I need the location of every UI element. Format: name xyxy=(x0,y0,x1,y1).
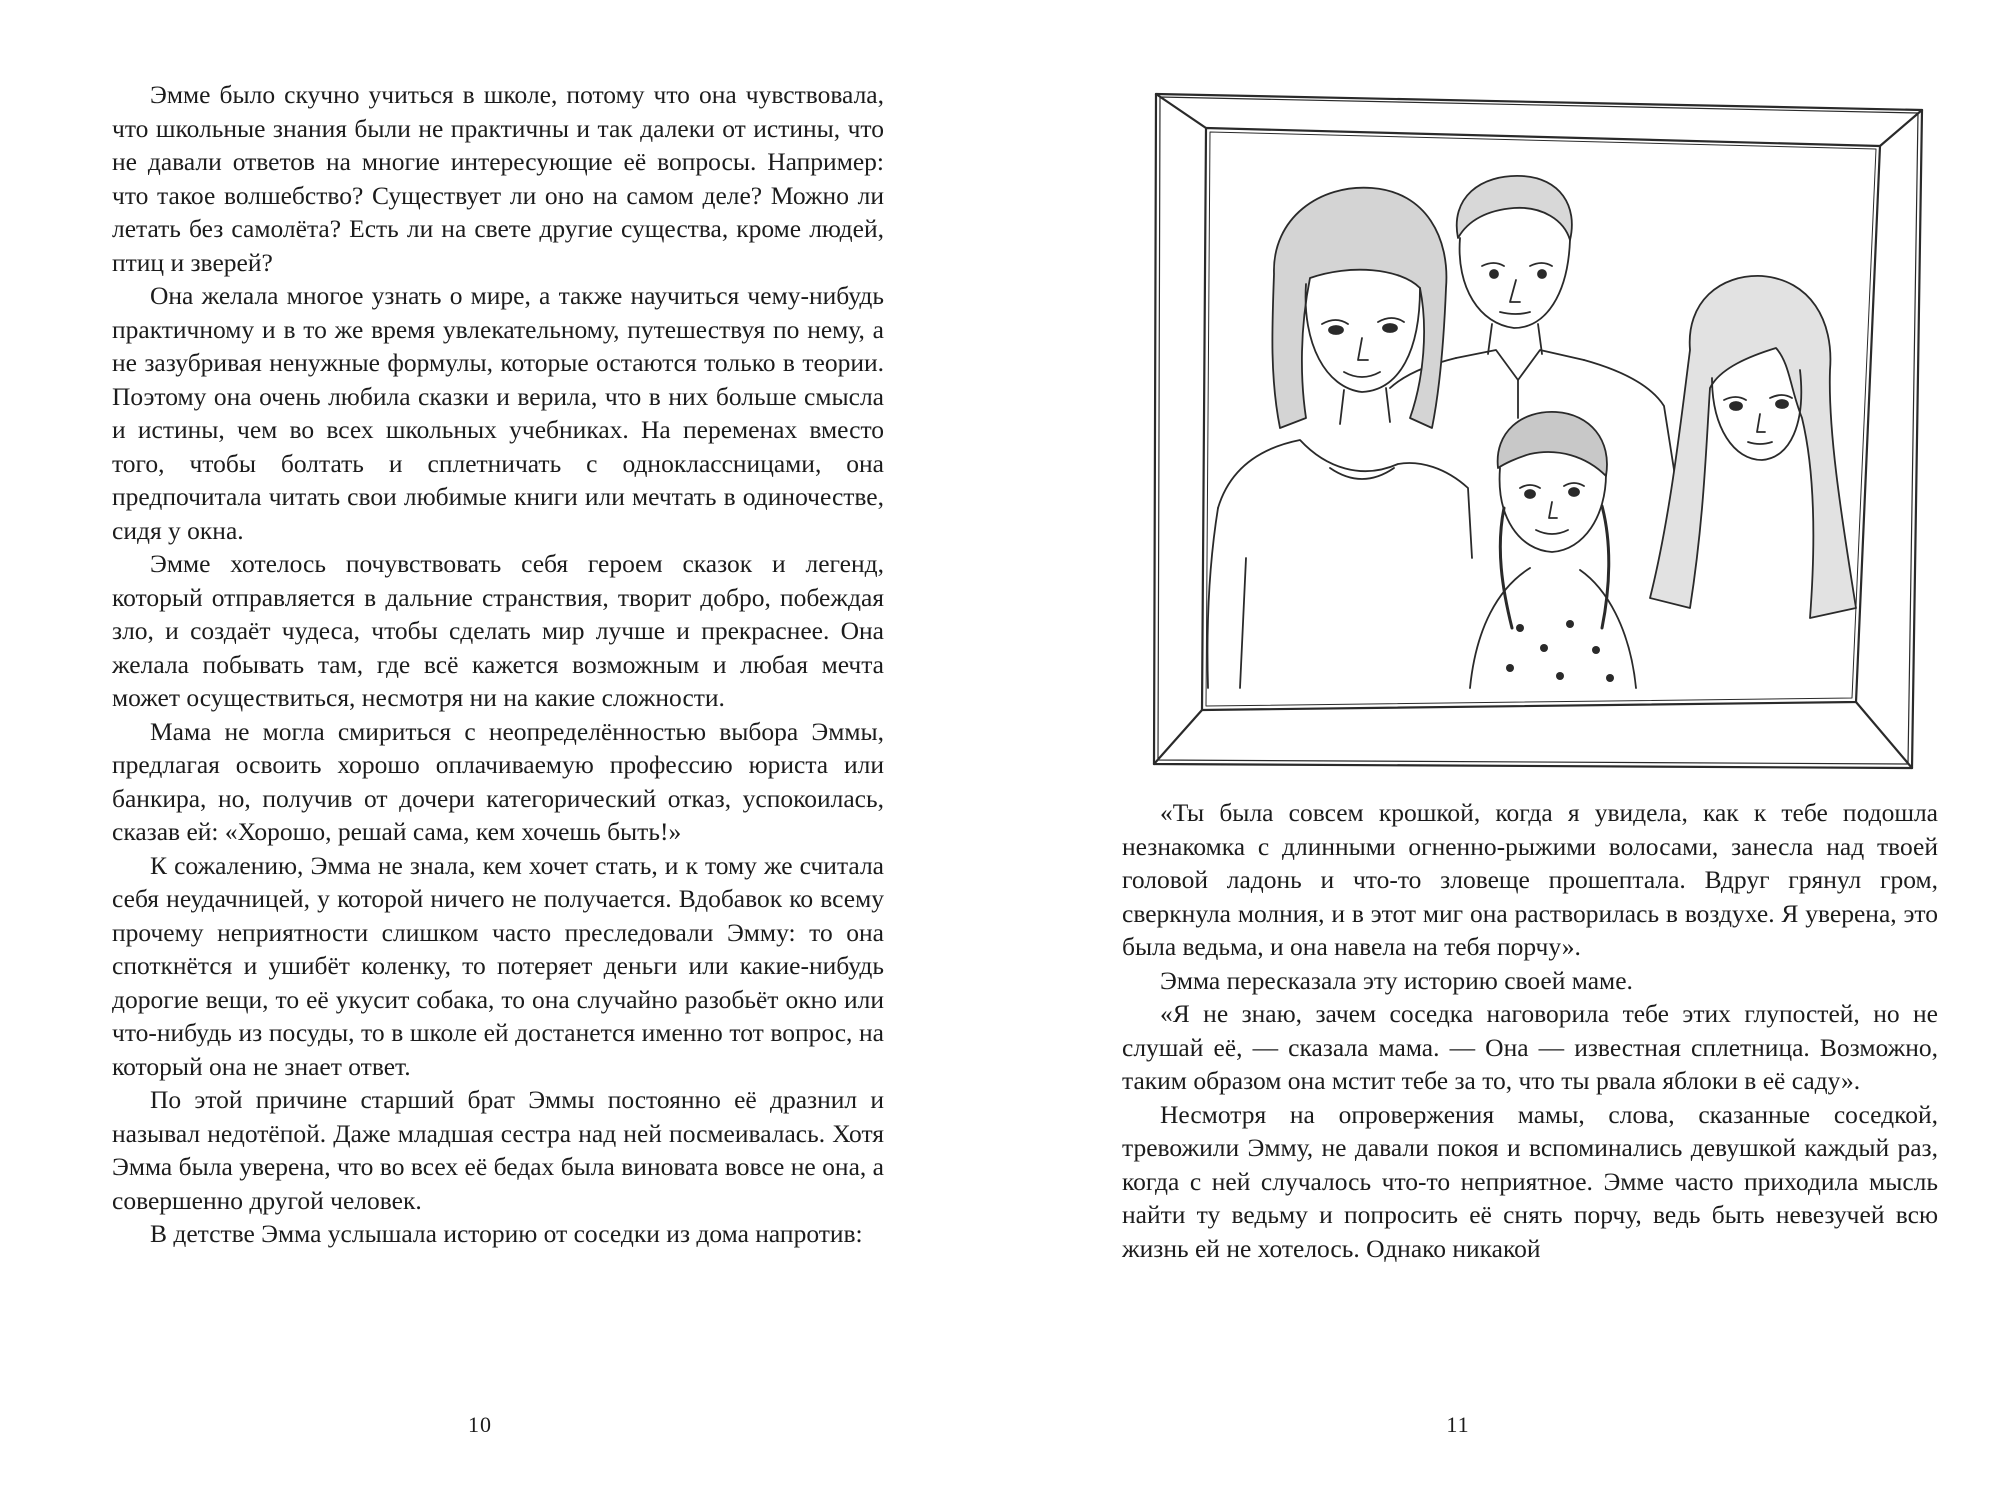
paragraph: В детстве Эмма услышала историю от соседки из дома напротив: xyxy=(150,1219,863,1248)
page-number-left: 10 xyxy=(468,1412,492,1437)
paragraph: Она желала многое узнать о мире, а также научиться чему-нибудь практичному и в то же время увлекательному, путешествуя по нему, а не зазубривая ненужные формулы, которые остаются только в теории. Поэтому она очень любила сказки и верила, что в них больше смысла и истины, чем во всех школьных учебниках. На переменах вместо того, чтобы болтать и сплетничать с одноклассницами, она предпочитала читать свои любимые книги или мечтать в одиночестве, сидя у окна. xyxy=(112,281,884,545)
paragraph: Мама не могла смириться с неопределённостью выбора Эммы, предлагая освоить хорошо оплачиваемую профессию юриста или банкира, но, получив от дочери категорический отказ, успокоилась, сказав ей: «Хорошо, решай сама, кем хочешь быть!» xyxy=(112,716,884,846)
right-page xyxy=(1000,0,2000,1510)
paragraph: Эмме было скучно учиться в школе, потому что она чувствовала, что школьные знания были не практичны и так далеки от истины, что не давали ответов на многие интересующие её вопросы. Например: что такое волшебство? Существует ли оно на самом деле? Можно ли летать без самолёта? Есть ли на свете другие существа, кроме людей, птиц и зверей? xyxy=(112,80,884,277)
paragraph: «Я не знаю, зачем соседка наговорила тебе этих глупостей, но не слушай её, — сказала мама. — Она — известная сплетница. Возможно, таким образом она мстит тебе за то, что ты рвала яблоки в её саду». xyxy=(1122,999,1938,1095)
paragraph: Несмотря на опровержения мамы, слова, сказанные соседкой, тревожили Эмму, не давали покоя и вспоминались девушкой каждый раз, когда с ней случалось что-то неприятное. Эмме часто приходила мысль найти ту ведьму и попросить её снять порчу, ведь быть невезучей всю жизнь ей не хотелось. Однако никакой xyxy=(1122,1099,1938,1263)
mother-figure xyxy=(1207,188,1472,688)
paragraph: К сожалению, Эмма не знала, кем хочет стать, и к тому же считала себя неудачницей, у которой ничего не получается. Вдобавок ко всему прочему неприятности слишком часто преследовали Эмму: то она споткнётся и ушибёт коленку, то потеряет деньги или какие-нибудь дорогие вещи, то её укусит собака, то она случайно разобьёт окно или что-нибудь из посуды, то в школе ей достанется именно тот вопрос, на который она не знает ответ. xyxy=(112,850,884,1081)
paragraph: Эмме хотелось почувствовать себя героем сказок и легенд, который отправляется в дальние странствия, творит добро, побеждая зло, и создаёт чудеса, чтобы сделать мир лучше и прекраснее. Она желала побывать там, где всё кажется возможным и любая мечта может осуществиться, несмотря ни на какие сложности. xyxy=(112,549,884,712)
right-page-text xyxy=(1122,796,1938,1265)
paragraph: Эмма пересказала эту историю своей маме. xyxy=(1160,965,1633,995)
little-girl-figure xyxy=(1470,412,1636,688)
family-portrait-illustration xyxy=(1150,88,1930,772)
sister-figure xyxy=(1650,276,1856,618)
page-number-right: 11 xyxy=(1446,1412,1470,1437)
paragraph: По этой причине старший брат Эммы постоянно её дразнил и называл недотёпой. Даже младшая сестра над ней посмеивалась. Хотя Эмма была уверена, что во всех её бедах была виновата вовсе не она, а совершенно другой человек. xyxy=(112,1085,884,1215)
left-page-text xyxy=(112,78,884,1251)
paragraph: «Ты была совсем крошкой, когда я увидела, как к тебе подошла незнакомка с длинными огненно-рыжими волосами, занесла над твоей головой ладонь и что-то зловеще прошептала. Вдруг грянул гром, сверкнула молния, и в этот миг она растворилась в воздухе. Я уверена, это была ведьма, и она навела на тебя порчу». xyxy=(1122,798,1938,961)
